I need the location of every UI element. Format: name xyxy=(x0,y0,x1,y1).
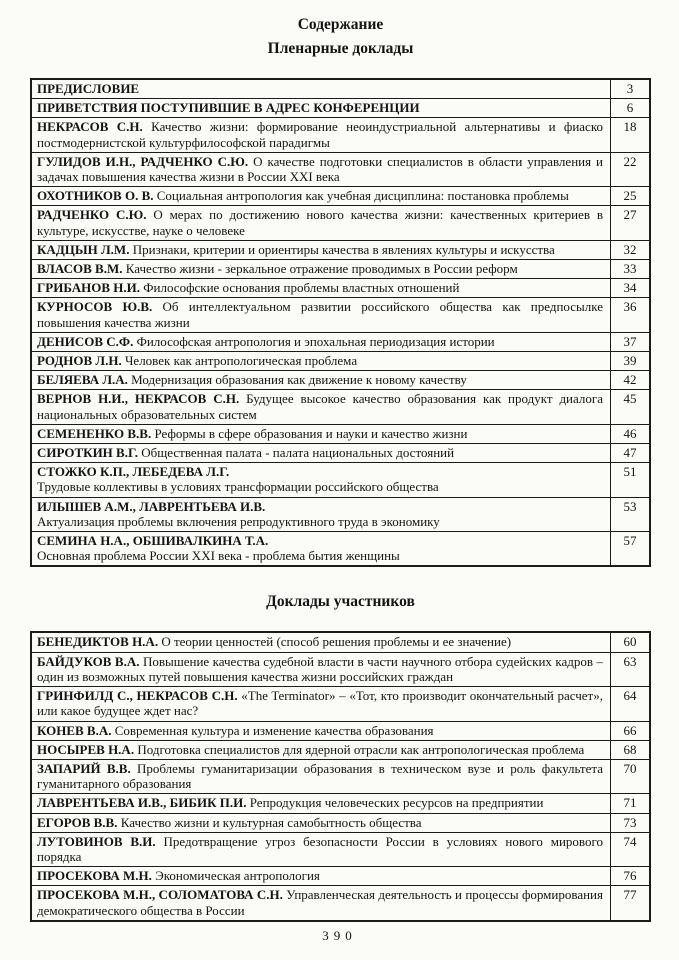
toc-entry-page: 71 xyxy=(611,794,651,813)
toc-row xyxy=(31,813,650,832)
toc-entry-title: Современная культура и изменение качества образования xyxy=(111,722,434,738)
toc-entry-authors: НОСЫРЕВ Н.А. xyxy=(37,741,135,757)
toc-entry xyxy=(31,740,611,759)
toc-entry-title: О мерах по достижению нового качества жизни: качественных критериев в культуре, искусстве, науке о человеке xyxy=(37,207,603,238)
toc-entry-page: 76 xyxy=(611,867,651,886)
toc-entry-title: Актуализация проблемы включения репродуктивного труда в экономику xyxy=(37,513,440,529)
toc-entry-title: Трудовые коллективы в условиях трансформации российского общества xyxy=(37,479,439,495)
toc-entry xyxy=(31,298,611,332)
toc-entry-title: Качество жизни - зеркальное отражение проводимых в России реформ xyxy=(122,261,518,277)
toc-row xyxy=(31,371,650,390)
toc-entry-authors: РАДЧЕНКО С.Ю. xyxy=(37,207,147,223)
toc-entry-title: Модернизация образования как движение к новому качеству xyxy=(127,372,467,388)
toc-entry xyxy=(31,240,611,259)
toc-entry xyxy=(31,152,611,186)
toc-entry-page: 32 xyxy=(611,240,651,259)
toc-entry-page: 25 xyxy=(611,187,651,206)
toc-row xyxy=(31,740,650,759)
toc-row xyxy=(31,867,650,886)
toc-entry xyxy=(31,759,611,793)
toc-entry-page: 33 xyxy=(611,260,651,279)
toc-entry-authors: КОНЕВ В.А. xyxy=(37,722,112,738)
toc-entry xyxy=(31,867,611,886)
toc-entry-title: «The Terminator» – «Тот, кто производит окончательный расчет», или какое будущее ждет нас? xyxy=(37,688,603,719)
toc-entry-authors: НЕКРАСОВ С.Н. xyxy=(37,119,143,135)
toc-entry-page: 6 xyxy=(611,99,651,118)
toc-entry-page: 66 xyxy=(611,721,651,740)
toc-entry-title: Общественная палата - палата национальных достояний xyxy=(138,445,455,461)
toc-section xyxy=(30,40,651,567)
toc-entry-authors: ЕГОРОВ В.В. xyxy=(37,814,118,830)
toc-row xyxy=(31,463,650,497)
toc-entry xyxy=(31,332,611,351)
toc-table xyxy=(30,631,651,921)
section-heading: Доклады участников xyxy=(266,593,415,611)
toc-row xyxy=(31,352,650,371)
toc-entry-page: 64 xyxy=(611,687,651,721)
toc-entry-authors: ГРИНФИЛД С., НЕКРАСОВ С.Н. xyxy=(37,688,238,704)
toc-entry-title: Будущее высокое качество образования как продукт диалога национальных образовательных систем xyxy=(37,391,603,422)
toc-entry-title: Человек как антропологическая проблема xyxy=(121,353,358,369)
toc-entry-page: 51 xyxy=(611,463,651,497)
toc-entry-page: 39 xyxy=(611,352,651,371)
toc-entry-authors: ЛУТОВИНОВ В.И. xyxy=(37,833,156,849)
toc-table-body xyxy=(31,79,650,566)
toc-entry-authors: ПРЕДИСЛОВИЕ xyxy=(37,81,140,96)
toc-entry xyxy=(31,832,611,866)
toc-entry-page: 68 xyxy=(611,740,651,759)
toc-entry-page: 3 xyxy=(611,79,651,99)
toc-entry-authors: ОХОТНИКОВ О. В. xyxy=(37,188,154,204)
toc-entry-title: Экономическая антропология xyxy=(151,868,320,884)
toc-entry-page: 73 xyxy=(611,813,651,832)
toc-entry-title: Философские основания проблемы властных отношений xyxy=(140,280,460,296)
toc-entry-title: Социальная антропология как учебная дисциплина: постановка проблемы xyxy=(153,188,569,204)
toc-entry-authors: КАДЦЫН Л.М. xyxy=(37,241,130,257)
toc-entry xyxy=(31,279,611,298)
toc-entry-authors: БАЙДУКОВ В.А. xyxy=(37,653,140,669)
toc-entry-authors: ГУЛИДОВ И.Н., РАДЧЕНКО С.Ю. xyxy=(37,153,249,169)
toc-entry xyxy=(31,206,611,240)
toc-entry-authors: ВЛАСОВ В.М. xyxy=(37,261,123,277)
toc-entry-authors: ГРИБАНОВ Н.И. xyxy=(37,280,141,296)
toc-entry xyxy=(31,497,611,531)
toc-entry xyxy=(31,424,611,443)
toc-entry xyxy=(31,886,611,921)
toc-entry-title: Повышение качества судебной власти в части научного отбора судейских кадров – один из возможных путей повышения качества жизни российских граждан xyxy=(37,653,603,684)
toc-entry-authors: КУРНОСОВ Ю.В. xyxy=(37,299,153,315)
toc-entry-title: Реформы в сфере образования и науки и качество жизни xyxy=(151,425,468,441)
toc-row xyxy=(31,99,650,118)
toc-entry-title: О теории ценностей (способ решения проблемы и ее значение) xyxy=(158,634,512,650)
toc-entry xyxy=(31,371,611,390)
toc-row xyxy=(31,187,650,206)
toc-row xyxy=(31,632,650,652)
toc-entry-title: Управленческая деятельность и процессы формирования демократического общества в России xyxy=(37,887,603,918)
toc-table xyxy=(30,78,651,567)
toc-entry xyxy=(31,187,611,206)
toc-entry-title: Философская антропология и эпохальная периодизация истории xyxy=(133,333,495,349)
toc-entry-authors: ЗАПАРИЙ В.В. xyxy=(37,760,131,776)
toc-row xyxy=(31,279,650,298)
toc-row xyxy=(31,532,650,567)
toc-row xyxy=(31,240,650,259)
toc-entry-title: Репродукция человеческих ресурсов на предприятии xyxy=(246,795,544,811)
toc-entry-title: Предотвращение угроз безопасности России в условиях нового мирового порядка xyxy=(37,833,603,864)
toc-entry-authors: ПРОСЕКОВА М.Н., СОЛОМАТОВА С.Н. xyxy=(37,887,283,903)
toc-entry-page: 36 xyxy=(611,298,651,332)
toc-entry-title: Проблемы гуманитаризации образования в техническом вузе и роль факультета гуманитарного образования xyxy=(37,760,603,792)
toc-row xyxy=(31,652,650,686)
toc-entry-authors: ДЕНИСОВ С.Ф. xyxy=(37,333,134,349)
toc-entry-page: 63 xyxy=(611,652,651,686)
toc-entry-authors: ВЕРНОВ Н.И., НЕКРАСОВ С.Н. xyxy=(37,391,240,407)
toc-entry-page: 77 xyxy=(611,886,651,921)
toc-row xyxy=(31,444,650,463)
toc-entry-page: 27 xyxy=(611,206,651,240)
toc-row xyxy=(31,497,650,531)
toc-row xyxy=(31,152,650,186)
toc-entry-authors: СЕМЕНЕНКО В.В. xyxy=(37,425,152,441)
toc-entry xyxy=(31,721,611,740)
toc-entry xyxy=(31,632,611,652)
toc-entry-title: О качестве подготовки специалистов в области управления и задачах повышения качества жизни в России XXI века xyxy=(37,153,603,185)
toc-entry xyxy=(31,652,611,686)
toc-entry-authors: ПРИВЕТСТВИЯ ПОСТУПИВШИЕ В АДРЕС КОНФЕРЕНЦИИ xyxy=(37,100,420,116)
toc-entry xyxy=(31,118,611,152)
toc-section xyxy=(30,593,651,921)
toc-row xyxy=(31,721,650,740)
toc-entry xyxy=(31,79,611,99)
toc-entry-page: 53 xyxy=(611,497,651,531)
toc-entry-authors: СТОЖКО К.П., ЛЕБЕДЕВА Л.Г. xyxy=(37,464,230,480)
toc-entry-authors: ИЛЫШЕВ А.М., ЛАВРЕНТЬЕВА И.В. xyxy=(37,498,266,514)
toc-entry-page: 57 xyxy=(611,532,651,567)
toc-table-body xyxy=(31,632,650,920)
toc-entry-page: 47 xyxy=(611,444,651,463)
toc-entry-title: Признаки, критерии и ориентиры качества в явлениях культуры и искусства xyxy=(129,241,555,257)
toc-entry-page: 70 xyxy=(611,759,651,793)
toc-row xyxy=(31,424,650,443)
toc-entry xyxy=(31,352,611,371)
toc-entry-authors: ПРОСЕКОВА М.Н. xyxy=(37,868,152,884)
toc-row xyxy=(31,206,650,240)
toc-entry-authors: ЛАВРЕНТЬЕВА И.В., БИБИК П.И. xyxy=(37,795,247,811)
toc-entry xyxy=(31,390,611,424)
toc-entry-title: Подготовка специалистов для ядерной отрасли как антропологическая проблема xyxy=(134,741,585,757)
toc-entry xyxy=(31,813,611,832)
toc-entry-title: Качество жизни и культурная самобытность общества xyxy=(117,814,422,830)
toc-entry-title: Качество жизни: формирование неоиндустриальной альтернативы и фиаско постмодернистской культурфилософской парадигмы xyxy=(37,119,603,150)
toc-entry-authors: БЕЛЯЕВА Л.А. xyxy=(37,372,128,388)
toc-sections-container xyxy=(30,40,651,922)
toc-row xyxy=(31,298,650,332)
toc-row xyxy=(31,794,650,813)
toc-entry xyxy=(31,260,611,279)
toc-row xyxy=(31,390,650,424)
toc-entry-page: 74 xyxy=(611,832,651,866)
toc-row xyxy=(31,260,650,279)
toc-entry-authors: БЕНЕДИКТОВ Н.А. xyxy=(37,634,159,650)
page-number: 390 xyxy=(322,928,357,943)
toc-entry xyxy=(31,687,611,721)
toc-entry-page: 22 xyxy=(611,152,651,186)
toc-entry-page: 34 xyxy=(611,279,651,298)
toc-entry xyxy=(31,99,611,118)
toc-row xyxy=(31,687,650,721)
toc-row xyxy=(31,79,650,99)
toc-entry-page: 46 xyxy=(611,424,651,443)
toc-row xyxy=(31,759,650,793)
toc-entry xyxy=(31,444,611,463)
toc-row xyxy=(31,886,650,921)
toc-entry-title: Основная проблема России XXI века - проблема бытия женщины xyxy=(37,548,400,564)
toc-entry-page: 45 xyxy=(611,390,651,424)
page-title: Содержание xyxy=(297,16,384,33)
section-heading: Пленарные доклады xyxy=(267,40,414,57)
toc-entry xyxy=(31,532,611,567)
toc-entry-authors: СИРОТКИН В.Г. xyxy=(37,445,139,461)
toc-entry xyxy=(31,794,611,813)
toc-entry-authors: РОДНОВ Л.Н. xyxy=(37,353,122,369)
toc-entry-page: 18 xyxy=(611,118,651,152)
toc-entry xyxy=(31,463,611,497)
toc-row xyxy=(31,118,650,152)
toc-entry-page: 60 xyxy=(611,632,651,652)
toc-row xyxy=(31,332,650,351)
toc-row xyxy=(31,832,650,866)
toc-entry-page: 37 xyxy=(611,332,651,351)
toc-entry-page: 42 xyxy=(611,371,651,390)
toc-entry-authors: СЕМИНА Н.А., ОБШИВАЛКИНА Т.А. xyxy=(37,533,269,549)
toc-entry-title: Об интеллектуальном развитии российского общества как предпосылке повышения качества жизни xyxy=(37,299,603,330)
